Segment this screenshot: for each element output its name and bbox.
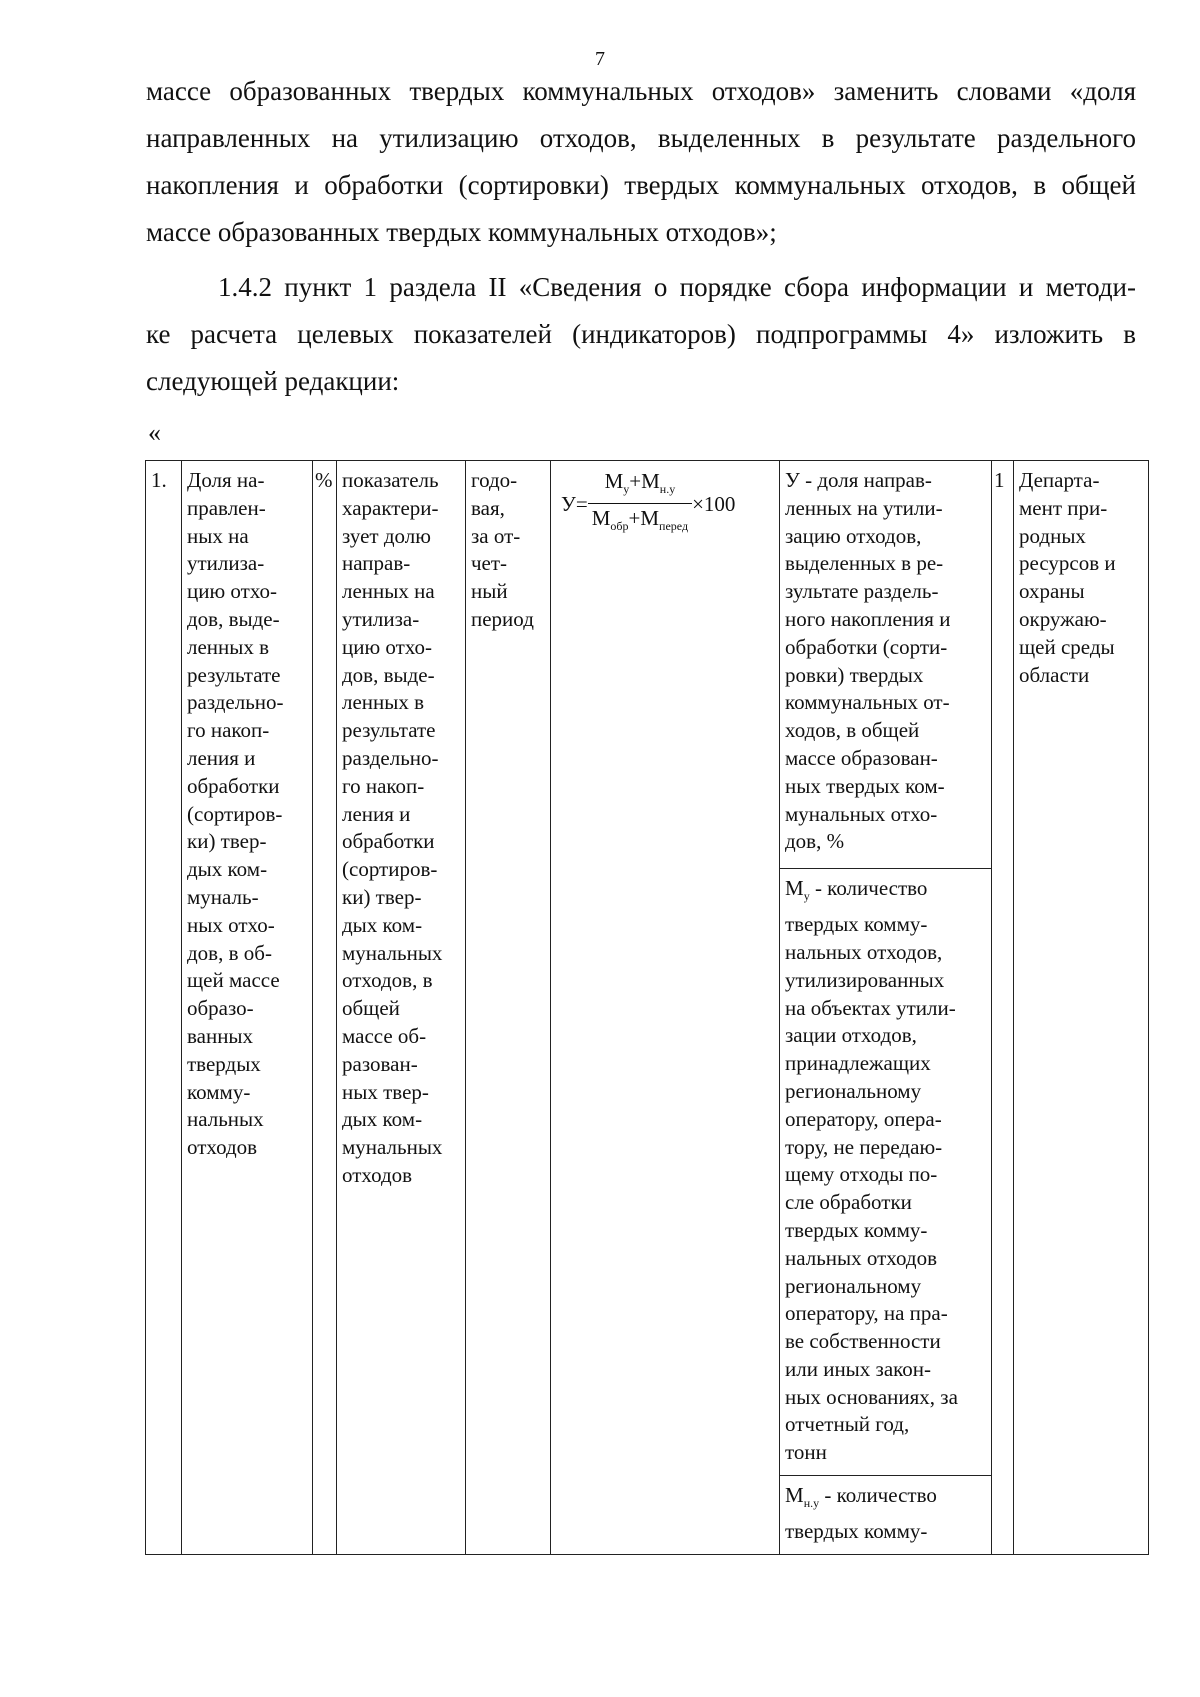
formula-denominator: $M_{обр}+M_{перед}$ bbox=[591, 506, 689, 534]
responsible-body: Департа- мент при- родных ресурсов и охраны окружаю- щей среды области bbox=[1019, 468, 1116, 687]
formula-numerator: $M_у+M_{н.у}$ bbox=[588, 469, 692, 504]
period-cell bbox=[466, 461, 551, 1555]
formula-rhs: ×100 bbox=[692, 491, 736, 516]
paragraph-1-line: накопления и обработки (сортировки) твердых коммунальных отходов, в общей bbox=[146, 170, 1136, 200]
opening-quote: « bbox=[148, 418, 161, 447]
paragraph-2-line: следующей редакции: bbox=[146, 366, 400, 396]
row-number: 1. bbox=[151, 468, 167, 492]
formula-fraction bbox=[588, 469, 692, 538]
page-number: 7 bbox=[595, 48, 605, 70]
variable-mnu-cell bbox=[780, 1476, 992, 1555]
unit-cell bbox=[313, 461, 337, 1555]
paragraph-1 bbox=[146, 68, 1136, 256]
indicator-name: Доля на- правлен- ных на утилиза- цию отхо- дов, выде- ленных в результате раздельно- го накоп- ления и обработки (сортиров- ки) твер- дых ком- муналь- ных отхо- дов, в об- щей массе образо- ванных твердых комму- нальных отходов bbox=[187, 468, 284, 1160]
indicator-table bbox=[145, 460, 1149, 1555]
method-number: 1 bbox=[994, 468, 1005, 492]
variable-mu-cell bbox=[780, 869, 992, 1476]
variable-mu-description: $M_у$ - количество твердых комму- нальных отходов, утилизированных на объектах утили- зации отходов, принадлежащих региональному оператору, опера- тору, не передаю- щему отходы по- сле обработки твердых комму- нальных отходов региональному оператору, на пра- ве собственности или иных закон- ных основаниях, за отчетный год, тонн bbox=[785, 876, 958, 1465]
method-number-cell bbox=[992, 461, 1014, 1555]
paragraph-2-line: ке расчета целевых показателей (индикаторов) подпрограммы 4» изложить в bbox=[146, 319, 1136, 349]
paragraph-1-line: массе образованных твердых коммунальных отходов» заменить словами «доля bbox=[146, 76, 1136, 106]
formula-lhs: У= bbox=[561, 491, 588, 516]
paragraph-2 bbox=[146, 264, 1136, 405]
indicator-definition: показатель характери- зует долю направ- ленных на утилиза- цию отхо- дов, выде- ленных в результате раздельно- го накоп- ления и обработки (сортиров- ки) твер- дых ком- мунальных отходов, в общей массе об- разован- ных твер- дых ком- мунальных отходов bbox=[342, 468, 443, 1187]
definition-cell bbox=[337, 461, 466, 1555]
paragraph-1-line: направленных на утилизацию отходов, выделенных в результате раздельного bbox=[146, 123, 1136, 153]
paragraph-2-line: 1.4.2 пункт 1 раздела II «Сведения о порядке сбора информации и методи- bbox=[218, 272, 1136, 302]
formula bbox=[561, 469, 775, 538]
paragraph-1-line: массе образованных твердых коммунальных отходов»; bbox=[146, 217, 777, 247]
variable-mnu-description: $M_{н.у}$ - количество твердых комму- bbox=[785, 1483, 937, 1544]
variable-y-cell bbox=[780, 461, 992, 869]
responsible-cell bbox=[1014, 461, 1149, 1555]
variable-y-description: У - доля направ- ленных на утили- зацию отходов, выделенных в ре- зультате раздель- ного накопления и обработки (сорти- ровки) твердых коммунальных от- ходов, в общей массе образован- ных твердых ком- мунальных отхо- дов, % bbox=[785, 468, 951, 854]
reporting-period: годо- вая, за от- чет- ный период bbox=[471, 468, 534, 631]
formula-cell bbox=[551, 461, 780, 1555]
indicator-name-cell bbox=[182, 461, 313, 1555]
row-number-cell bbox=[146, 461, 182, 1555]
unit: % bbox=[315, 468, 333, 492]
